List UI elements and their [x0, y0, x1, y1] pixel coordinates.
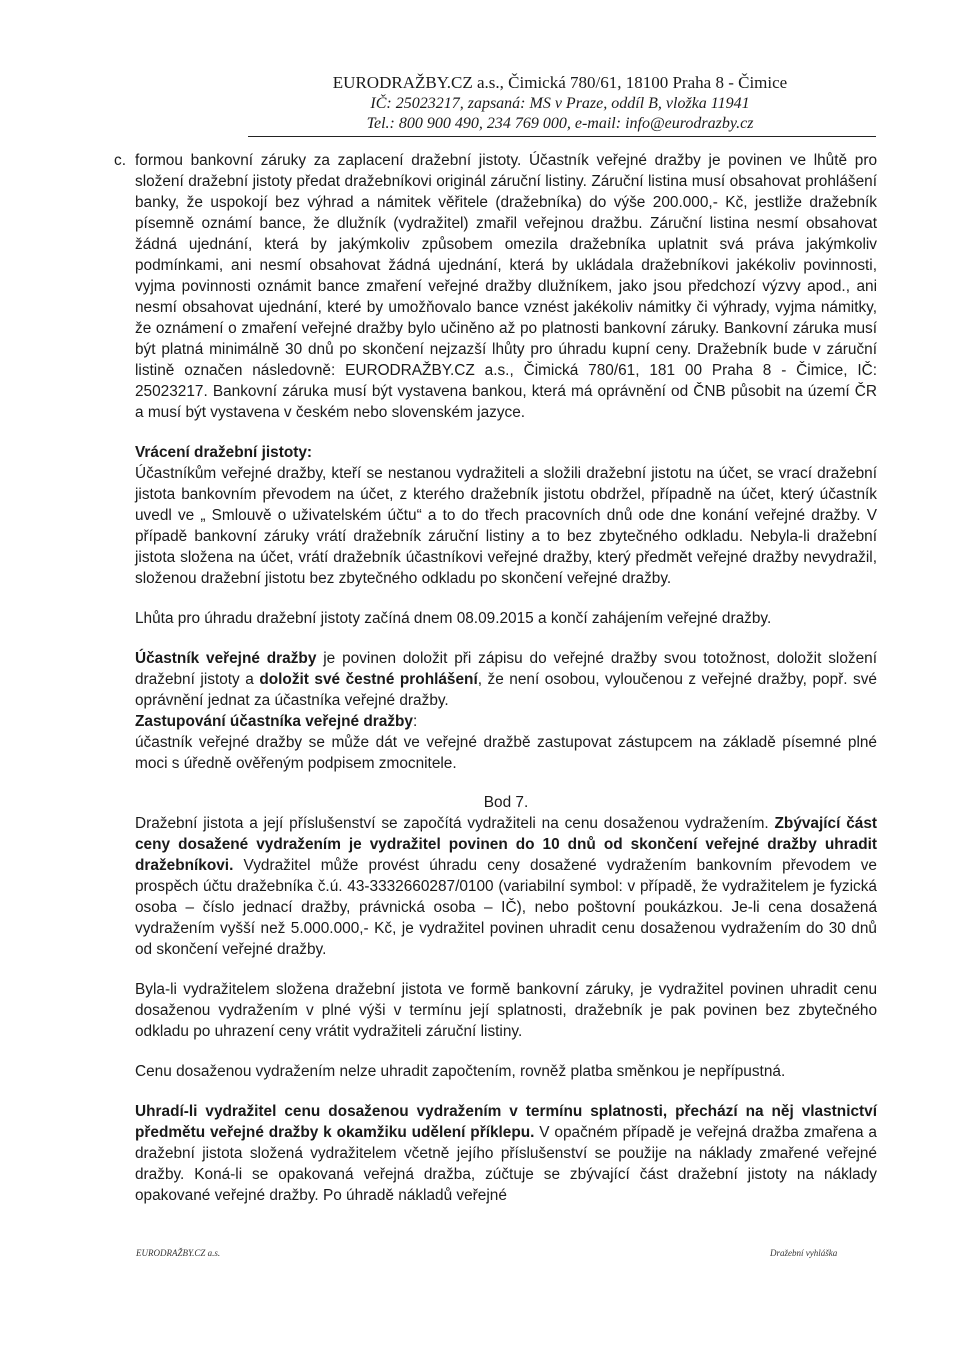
footer-company: EURODRAŽBY.CZ a.s.	[136, 1248, 221, 1258]
letterhead-registration-line: IČ: 25023217, zapsaná: MS v Praze, oddíl B, vložka 11941	[370, 95, 750, 112]
footer-document-title: Dražební vyhláška	[770, 1248, 838, 1258]
header-divider	[248, 136, 876, 137]
bod7-paragraph-2: Byla-li vydražitelem složena dražební jistota ve formě bankovní záruky, je vydražitel povinen uhradit cenu dosaženou vydražením v plné výši v termínu její splatnosti, dražebník je pak povinen bez zbytečného odkladu po uhrazení ceny vrátit vydražiteli záruční listiny.	[135, 981, 877, 1040]
representation-heading: Zastupování účastníka veřejné dražby:	[135, 713, 418, 730]
return-paragraph: Účastníkům veřejné dražby, kteří se nestanou vydražiteli a složili dražební jistotu na účet, se vrací dražební jistota bankovním převodem na účet, z kterého dražebník jistotu obdržel, případně na účet, který účastník uvedl ve „ Smlouvě o uživatelském účtu“ a to do třech pracovních dnů ode dne konání veřejné dražby. V případě bankovní záruky vrátí dražebník záruční listiny a to bez zbytečného odkladu. Nebyla-li dražební jistota složena na účet, vrátí dražebník účastníkovi veřejné dražby, který předmět veřejné dražby nevydražil, složenou dražební jistotu bez zbytečného odkladu po skončení veřejné dražby.	[135, 465, 877, 587]
bod7-bold-ownership: Uhradí-li vydražitel cenu dosaženou vydražením v termínu splatnosti, přechází na něj vlastnictví předmětu veřejné dražby k okamžiku udělení příklepu.	[135, 1103, 877, 1141]
letterhead-contact-line: Tel.: 800 900 490, 234 769 000, e-mail: info@eurodrazby.cz	[366, 115, 754, 132]
representation-paragraph: účastník veřejné dražby se může dát ve veřejné dražbě zastupovat zástupcem na základě písemné plné moci s úředně ověřeným podpisem zmocnitele.	[135, 734, 877, 772]
bod7-bold-obligation: Zbývající část ceny dosažené vydražením je vydražitel povinen do 10 dnů od skončení veřejné dražby uhradit dražebníkovi.	[135, 815, 878, 874]
document-body	[114, 150, 878, 1206]
participant-bold: Účastník veřejné dražby	[135, 650, 317, 667]
participant-paragraph: Účastník veřejné dražby je povinen doložit při zápisu do veřejné dražby svou totožnost, doložit složení dražební jistoty a doložit své čestné prohlášení, že není osobou, vyloučenou z veřejné dražby, popř. své oprávnění jednat za účastníka veřejné dražby.	[135, 650, 877, 709]
bod7-paragraph-3: Cenu dosaženou vydražením nelze uhradit započtením, rovněž platba směnkou je nepřípustná.	[135, 1063, 786, 1080]
letterhead-company-line: EURODRAŽBY.CZ a.s., Čimická 780/61, 18100 Praha 8 - Čimice	[332, 73, 788, 92]
bod7-title: Bod 7.	[483, 794, 529, 811]
letterhead	[240, 72, 880, 134]
declaration-bold: doložit své čestné prohlášení	[259, 671, 478, 688]
list-marker-c: c.	[114, 152, 126, 169]
deadline-paragraph: Lhůta pro úhradu dražební jistoty začíná dnem 08.09.2015 a končí zahájením veřejné dražby.	[135, 610, 772, 627]
section-c-text: formou bankovní záruky za zaplacení dražební jistoty. Účastník veřejné dražby je povinen ve lhůtě pro složení dražební jistoty předat dražebníkovi originál záruční listiny. Záruční listina musí obsahovat prohlášení banky, že uspokojí bez výhrad a námitek věřitele (dražebníka) do výše 200.000,- Kč, jestliže dražebník písemně oznámí bance, že dlužník (vydražitel) zmařil veřejnou dražbu. Záruční listina nesmí obsahovat žádná ujednání, která by jakýmkoliv způsobem omezila dražebníka uplatnit svá práva jakýmkoliv podmínkami, ani nesmí obsahovat žádná ujednání, která by ukládala dražebníkovi jakékoliv povinnosti, vyjma povinnosti oznámit bance zmaření veřejné dražby dlužníkem, jako jsou předchozí výzvy apod., ani nesmí obsahovat ujednání, které by umožňovalo bance vznést jakékoliv námitky či výhrady, vyjma námitky, že oznámení o zmaření veřejné dražby bylo učiněno až po platnosti bankovní záruky. Bankovní záruka musí být platná minimálně 30 dnů po skončení nejzazší lhůty pro úhradu kupní ceny. Dražebník bude v záruční listině označen následovně: EURODRAŽBY.CZ a.s., Čimická 780/61, 181 00 Praha 8 - Čimice, IČ: 25023217. Bankovní záruka musí být vystavena bankou, která má oprávnění od ČNB působit na území ČR a musí být vystavena v českém nebo slovenském jazyce.	[135, 152, 877, 421]
bod7-paragraph-1: Dražební jistota a její příslušenství se započítá vydražiteli na cenu dosaženou vydražením. Zbývající část ceny dosažené vydražením je vydražitel povinen do 10 dnů od skončení veřejné dražby uhradit dražebníkovi. Vydražitel může provést úhradu ceny dosažené vydražením bankovním převodem ve prospěch účtu dražebníka č.ú. 43-3332660287/0100 (variabilní symbol: v případě, že vydražitelem je fyzická osoba – číslo jednací dražby, právnická osoba – IČ), nebo poštovní poukázkou. Je-li cena dosažená vydražením vyšší než 5.000.000,- Kč, je vydražitel povinen uhradit cenu dosaženou vydražením do 30 dnů od skončení veřejné dražby.	[135, 815, 878, 958]
return-heading: Vrácení dražební jistoty:	[135, 444, 313, 461]
section-c-paragraph	[114, 150, 877, 423]
bod7-paragraph-4: Uhradí-li vydražitel cenu dosaženou vydražením v termínu splatnosti, přechází na něj vlastnictví předmětu veřejné dražby k okamžiku udělení příklepu. V opačném případě je veřejná dražba zmařena a dražební jistota složená vydražitelem včetně jejího příslušenství se použije na náklady zmařené veřejné dražby. Koná-li se opakovaná veřejná dražba, zúčtuje se zbývající část dražební jistoty na náklady opakované veřejné dražby. Po úhradě nákladů veřejné	[135, 1103, 877, 1204]
